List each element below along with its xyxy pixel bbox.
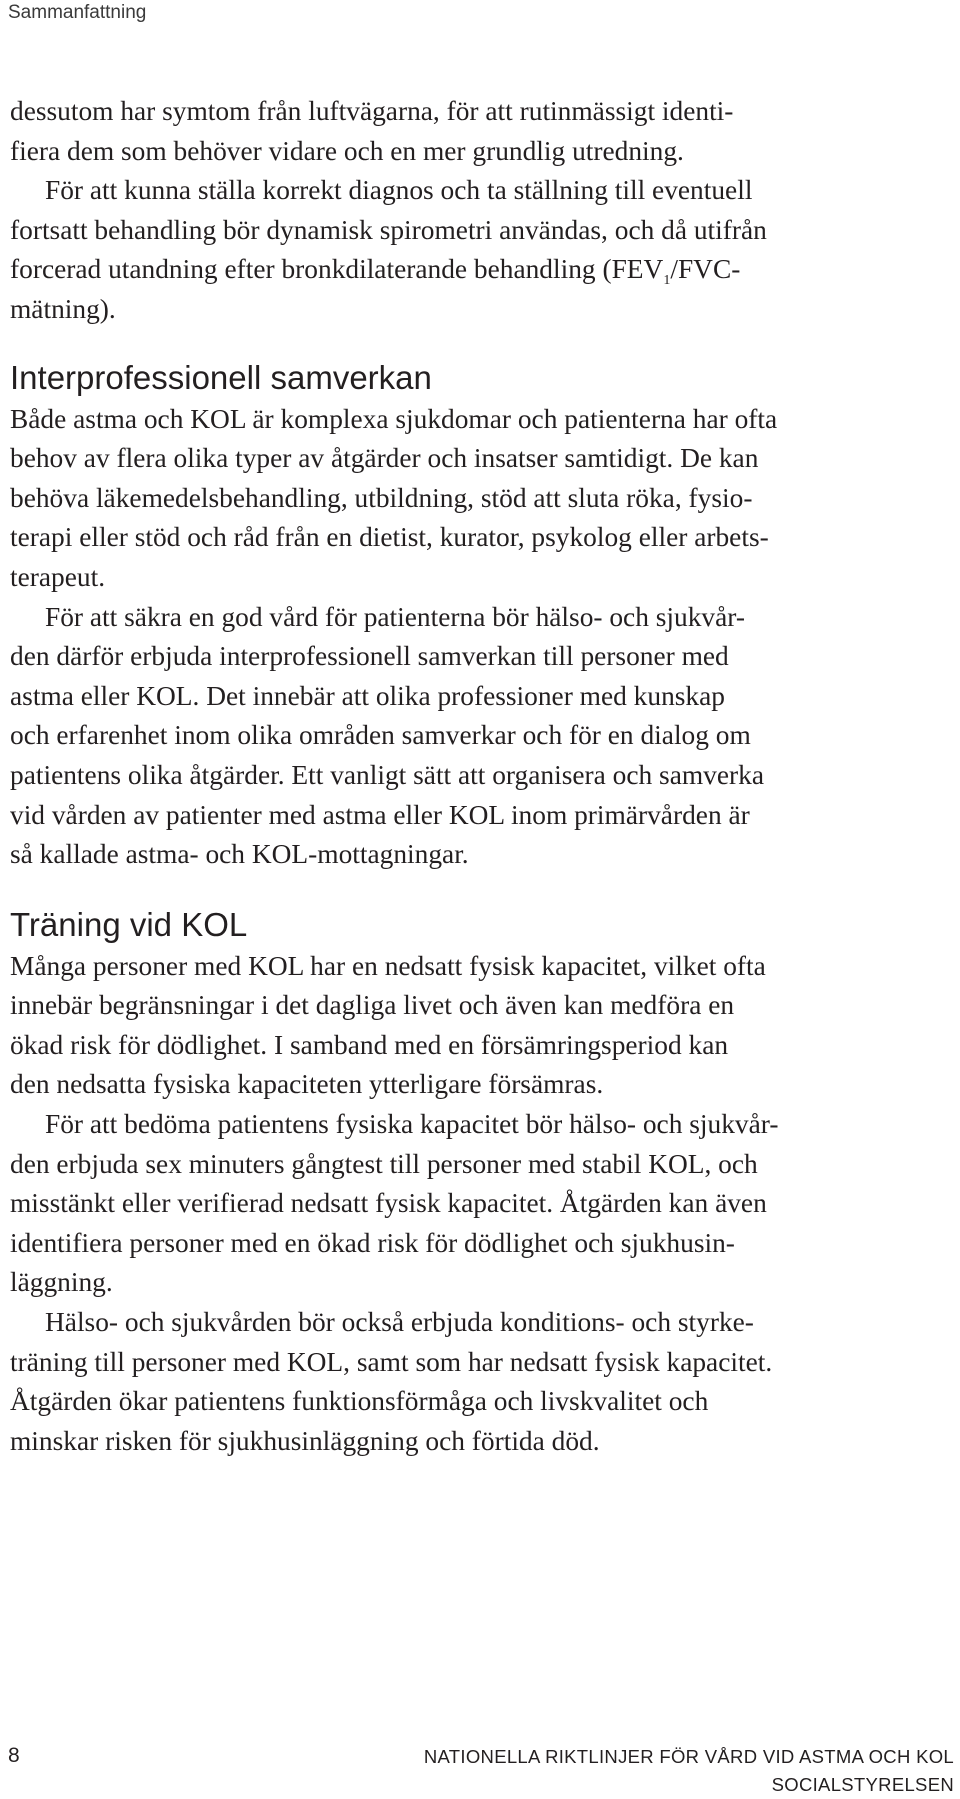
- training-paragraph-3: Hälso- och sjukvården bör också erbjuda konditions- och styrke- träning till personer med KOL, samt som har nedsatt fysisk kapacitet. Åtgärden ökar patientens funktionsförmåga och livskvalitet och minskar risken för sjukhusinläggning och förtida död.: [10, 1307, 773, 1456]
- running-header-title: Sammanfattning: [8, 2, 147, 23]
- intro-paragraph-2-text: För att kunna ställa korrekt diagnos och ta ställning till eventuell fortsatt behandling bör dynamisk spirometri användas, och då utifrån forcerad utandning efter bronkdilaterande behandling (FEV: [10, 175, 767, 285]
- interprofessional-paragraph-1: Både astma och KOL är komplexa sjukdomar och patienterna har ofta behov av flera olika typer av åtgärder och insatser samtidigt. De kan behöva läkemedelsbehandling, utbildning, stöd att sluta röka, fysio- terapi eller stöd och råd från en dietist, kurator, psykolog eller arbets- terapeut.: [10, 403, 778, 592]
- intro-paragraph-2-text-end: /FVC- mätning).: [10, 254, 741, 324]
- footer-document-title: NATIONELLA RIKTLINJER FÖR VÅRD VID ASTMA OCH KOL: [423, 1746, 954, 1767]
- interprofessional-paragraph-2: För att säkra en god vård för patienterna bör hälso- och sjukvår- den därför erbjuda interprofessionell samverkan till personer med astma eller KOL. Det innebär att olika professioner med kunskap och erfarenhet inom olika områden samverkar och för en dialog om patientens olika åtgärder. Ett vanligt sätt att organisera och samverka vid vården av patienter med astma eller KOL inom primärvården är så kallade astma- och KOL-mottagningar.: [10, 601, 765, 870]
- section-heading-interprofessional: Interprofessionell samverkan: [10, 358, 432, 396]
- section-training-copd: [10, 905, 954, 1462]
- training-paragraph-1: Många personer med KOL har en nedsatt fysisk kapacitet, vilket ofta innebär begränsningar i det dagliga livet och även kan medföra en ökad risk för dödlighet. I samband med en försämringsperiod kan den nedsatta fysiska kapaciteten ytterligare försämras.: [10, 950, 766, 1100]
- page-number: 8: [8, 1744, 20, 1767]
- intro-section: [10, 92, 954, 330]
- section-heading-training: Träning vid KOL: [10, 905, 248, 943]
- intro-paragraph-2: [10, 171, 954, 329]
- intro-paragraph-1: dessutom har symtom från luftvägarna, för att rutinmässigt identi- fiera dem som behöver vidare och en mer grundlig utredning.: [10, 96, 734, 166]
- training-paragraph-2: För att bedöma patientens fysiska kapacitet bör hälso- och sjukvår- den erbjuda sex minuters gångtest till personer med stabil KOL, och misstänkt eller verifierad nedsatt fysisk kapacitet. Åtgärden kan även identifiera personer med en ökad risk för dödlighet och sjukhusin- läggning.: [10, 1109, 779, 1298]
- footer-publisher: SOCIALSTYRELSEN: [771, 1774, 954, 1795]
- fev-subscript: 1: [663, 273, 671, 289]
- section-interprofessional-collaboration: [10, 358, 954, 875]
- page-body: [10, 92, 954, 1461]
